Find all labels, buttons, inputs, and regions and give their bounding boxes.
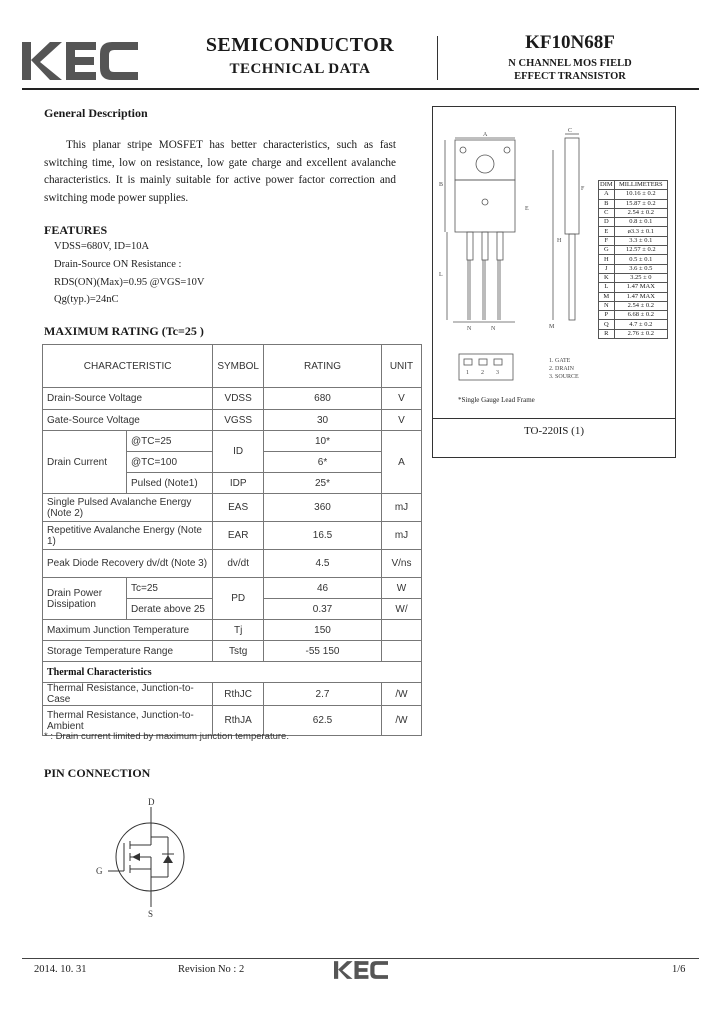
col-characteristic: CHARACTERISTIC [43, 345, 213, 388]
dimension-row [599, 208, 668, 217]
dimension-row [599, 236, 668, 245]
dimension-value: 15.87 ± 0.2 [614, 199, 667, 208]
svg-text:N: N [491, 326, 496, 332]
dimension-row [599, 301, 668, 310]
dimension-value: 0.5 ± 0.1 [614, 255, 667, 264]
dimension-row [599, 264, 668, 273]
feature-item: VDSS=680V, ID=10A [54, 241, 150, 252]
kec-logo [22, 40, 138, 82]
max-rating-heading: MAXIMUM RATING (Tc=25 ) [44, 324, 204, 338]
dimension-key: H [599, 255, 615, 264]
svg-text:A: A [483, 132, 488, 138]
dimension-key: R [599, 329, 615, 338]
feature-item: Qg(typ.)=24nC [54, 294, 119, 305]
dimension-value: 0.8 ± 0.1 [614, 218, 667, 227]
dimension-key: L [599, 283, 615, 292]
table-row: Pulsed (Note1) IDP 25* [43, 473, 422, 494]
footer-revision: Revision No : 2 [178, 964, 245, 975]
part-number: KF10N68F [525, 32, 615, 53]
dimension-key: E [599, 227, 615, 236]
dimension-row [599, 311, 668, 320]
max-rating-footnote: * : Drain current limited by maximum junction temperature. [44, 731, 289, 742]
footer-kec-logo [334, 960, 388, 980]
gate-label: G [96, 866, 103, 876]
dimension-key: K [599, 273, 615, 282]
dimension-row [599, 255, 668, 264]
feature-item: Drain-Source ON Resistance : [54, 259, 182, 270]
dimension-row [599, 273, 668, 282]
dimension-key: N [599, 301, 615, 310]
table-row: Drain-Source Voltage VDSS 680 V [43, 388, 422, 410]
dimension-row [599, 283, 668, 292]
header-rule [22, 88, 699, 90]
package-divider [432, 418, 676, 419]
max-rating-table [42, 344, 422, 736]
dimension-value: 4.7 ± 0.2 [614, 320, 667, 329]
table-row: Maximum Junction Temperature Tj 150 [43, 620, 422, 641]
mosfet-symbol-diagram [90, 795, 210, 920]
table-header-row [43, 345, 422, 388]
svg-text:E: E [525, 206, 529, 212]
dimension-value: 2.76 ± 0.2 [614, 329, 667, 338]
col-unit: UNIT [382, 345, 422, 388]
table-row: Peak Diode Recovery dv/dt (Note 3) dv/dt 4.5 V/ns [43, 550, 422, 578]
svg-text:1: 1 [466, 370, 469, 376]
col-symbol: SYMBOL [213, 345, 264, 388]
svg-text:L: L [439, 272, 443, 278]
header-title: SEMICONDUCTOR [205, 34, 395, 56]
dimension-value: MILLIMETERS [614, 181, 667, 190]
svg-text:M: M [549, 324, 555, 330]
svg-text:3. SOURCE: 3. SOURCE [549, 374, 579, 380]
table-row: Storage Temperature Range Tstg -55 150 [43, 641, 422, 662]
pin-connection-heading: PIN CONNECTION [44, 766, 151, 780]
table-row: Repetitive Avalanche Energy (Note 1) EAR 16.5 mJ [43, 522, 422, 550]
footer-date: 2014. 10. 31 [34, 964, 87, 975]
svg-text:H: H [557, 238, 562, 244]
svg-text:B: B [439, 182, 444, 188]
svg-text:N: N [467, 326, 472, 332]
drain-label: D [148, 797, 155, 807]
table-row: Derate above 25 0.37 W/ [43, 599, 422, 620]
dimension-key: D [599, 218, 615, 227]
dimension-key: F [599, 236, 615, 245]
part-type-line1: N CHANNEL MOS FIELD [508, 58, 632, 69]
table-row: Drain Power Dissipation Tc=25 PD 46 W [43, 578, 422, 599]
package-note: *Single Gauge Lead Frame [458, 396, 535, 404]
dimension-key: P [599, 311, 615, 320]
header-subtitle: TECHNICAL DATA [229, 61, 371, 77]
dimension-key: Q [599, 320, 615, 329]
svg-text:3: 3 [496, 370, 499, 376]
dimension-header-row [599, 181, 668, 190]
dimension-key: A [599, 190, 615, 199]
table-row: Thermal Resistance, Junction-to-Ambient RthJA 62.5 /W [43, 706, 422, 736]
dimension-key: M [599, 292, 615, 301]
table-row: Single Pulsed Avalanche Energy (Note 2) EAS 360 mJ [43, 494, 422, 522]
dimension-key: B [599, 199, 615, 208]
feature-item: RDS(ON)(Max)=0.95 @VGS=10V [54, 277, 205, 288]
dimension-key: J [599, 264, 615, 273]
table-row: Thermal Resistance, Junction-to-Case RthJC 2.7 /W [43, 683, 422, 706]
table-row: @TC=100 6* [43, 452, 422, 473]
footer-page-number: 1/6 [672, 964, 686, 975]
dimension-value: 1.47 MAX [614, 292, 667, 301]
general-description-heading: General Description [44, 106, 148, 120]
dimension-value: 10.16 ± 0.2 [614, 190, 667, 199]
dimension-key: G [599, 246, 615, 255]
dimension-key: DIM [600, 181, 613, 189]
svg-text:C: C [568, 128, 573, 134]
thermal-heading-row: Thermal Characteristics [43, 662, 422, 683]
footer-rule [22, 958, 699, 959]
source-label: S [148, 909, 154, 919]
svg-text:F: F [581, 186, 585, 192]
svg-text:2. DRAIN: 2. DRAIN [549, 366, 574, 372]
dimension-table [598, 180, 668, 339]
part-type-line2: EFFECT TRANSISTOR [514, 71, 626, 82]
table-row: Drain Current @TC=25 ID 10* A [43, 431, 422, 452]
table-row: Gate-Source Voltage VGSS 30 V [43, 410, 422, 431]
dimension-key: C [599, 208, 615, 217]
header-divider [437, 36, 438, 80]
package-name: TO-220IS (1) [524, 425, 584, 437]
col-rating: RATING [264, 345, 382, 388]
svg-text:1. GATE: 1. GATE [549, 358, 571, 364]
dimension-row [599, 246, 668, 255]
dimension-value: 12.57 ± 0.2 [614, 246, 667, 255]
dimension-row [599, 329, 668, 338]
dimension-value: 2.54 ± 0.2 [614, 208, 667, 217]
dimension-value: 3.6 ± 0.5 [614, 264, 667, 273]
dimension-row [599, 227, 668, 236]
general-description-text: This planar stripe MOSFET has better characteristics, such as fast switching time, low on resistance, low gate charge and excellent avalanche characteristics. It is mainly suitable for active power factor correction and switching mode power supplies. [44, 139, 396, 204]
svg-text:2: 2 [481, 370, 484, 376]
dimension-row [599, 320, 668, 329]
dimension-row [599, 199, 668, 208]
dimension-value: 6.68 ± 0.2 [614, 311, 667, 320]
dimension-row [599, 292, 668, 301]
dimension-value: ø3.3 ± 0.1 [614, 227, 667, 236]
dimension-row [599, 218, 668, 227]
dimension-value: 2.54 ± 0.2 [614, 301, 667, 310]
dimension-value: 3.25 ± 0 [614, 273, 667, 282]
dimension-value: 3.3 ± 0.1 [614, 236, 667, 245]
features-heading: FEATURES [44, 223, 108, 237]
dimension-value: 1.47 MAX [614, 283, 667, 292]
dimension-row [599, 190, 668, 199]
